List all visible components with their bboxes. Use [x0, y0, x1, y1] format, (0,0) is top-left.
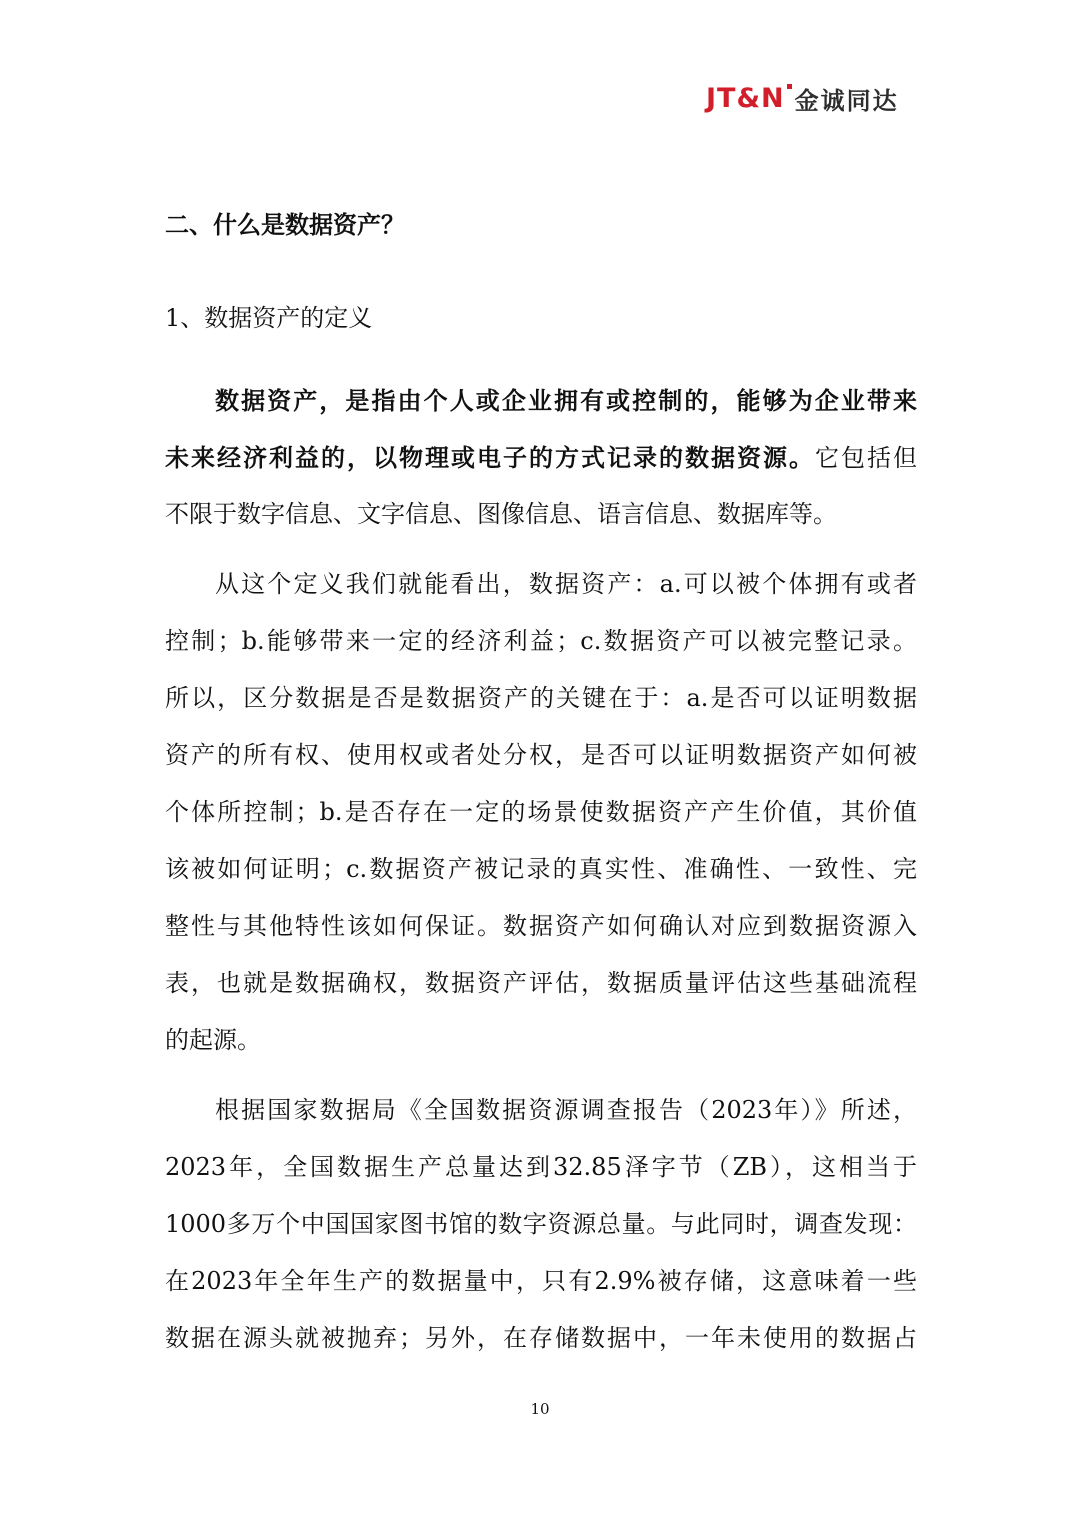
logo-mark: JT&N — [706, 83, 791, 114]
logo-chinese-name: 金诚同达 — [794, 86, 899, 115]
company-logo — [706, 80, 899, 116]
text-line: 所以，区分数据是否是数据资产的关键在于：a.是否可以证明数据 — [165, 684, 917, 712]
text-line: 1000多万个中国国家图书馆的数字资源总量。与此同时，调查发现： — [165, 1210, 917, 1238]
regular-text: 它包括但 — [815, 444, 917, 472]
paragraph-definition — [165, 372, 917, 543]
paragraph-report — [165, 1082, 917, 1367]
section-title: 二、什么是数据资产？ — [165, 210, 405, 239]
text-line: 资产的所有权、使用权或者处分权，是否可以证明数据资产如何被 — [165, 741, 917, 769]
text-line: 个体所控制；b.是否存在一定的场景使数据资产产生价值，其价值 — [165, 798, 917, 826]
text-line: 该被如何证明；c.数据资产被记录的真实性、准确性、一致性、完 — [165, 855, 917, 883]
text-line: 不限于数字信息、文字信息、图像信息、语言信息、数据库等。 — [165, 500, 837, 528]
text-line: 从这个定义我们就能看出，数据资产：a.可以被个体拥有或者 — [215, 570, 917, 598]
text-line: 根据国家数据局《全国数据资源调查报告（2023年）》所述， — [215, 1096, 917, 1124]
paragraph-analysis — [165, 556, 917, 1069]
text-line: 数据资产，是指由个人或企业拥有或控制的，能够为企业带来 — [215, 386, 917, 415]
text-line: 整性与其他特性该如何保证。数据资产如何确认对应到数据资源入 — [165, 912, 917, 940]
text-line: 表，也就是数据确权，数据资产评估，数据质量评估这些基础流程 — [165, 969, 917, 997]
text-line: 在2023年全年生产的数据量中，只有2.9%被存储，这意味着一些 — [165, 1267, 917, 1295]
text-line: 2023年，全国数据生产总量达到32.85泽字节（ZB），这相当于 — [165, 1153, 917, 1181]
text-line: 控制；b.能够带来一定的经济利益；c.数据资产可以被完整记录。 — [165, 627, 917, 655]
bold-text: 未来经济利益的，以物理或电子的方式记录的数据资源。 — [165, 443, 815, 472]
text-line — [165, 429, 917, 486]
text-line: 的起源。 — [165, 1026, 261, 1054]
text-line: 数据在源头就被抛弃；另外，在存储数据中，一年未使用的数据占 — [165, 1324, 917, 1352]
subsection-title: 1、数据资产的定义 — [165, 304, 373, 332]
page-number: 10 — [530, 1400, 550, 1418]
